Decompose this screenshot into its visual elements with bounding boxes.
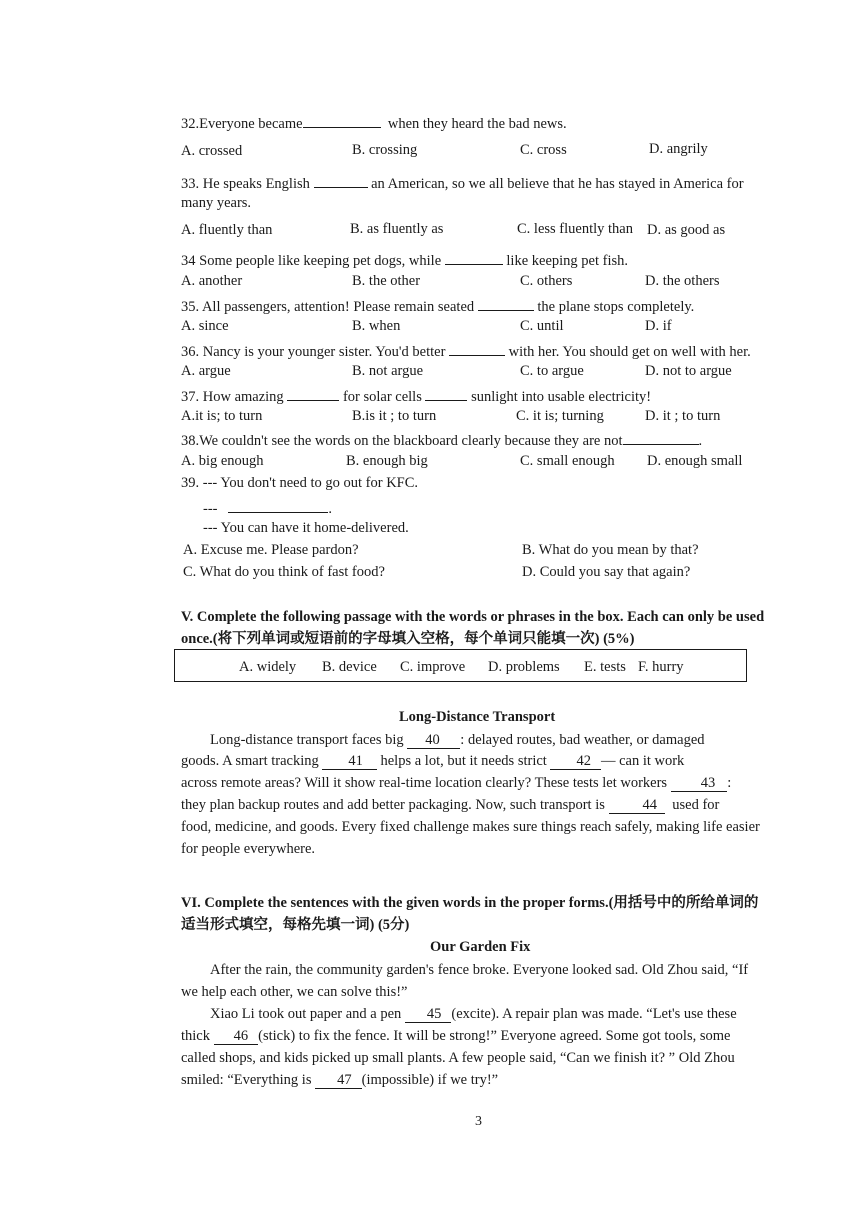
word-box-item-b: B. device (322, 659, 377, 675)
passage-text: across remote areas? Will it show real-time location clearly? These tests let workers (181, 775, 668, 791)
word-box-item-f: F. hurry (638, 659, 684, 675)
garden-line-1: After the rain, the community garden's fence broke. Everyone looked sad. Old Zhou said, “If (210, 962, 749, 978)
blank-46 (214, 1028, 259, 1045)
question-37-stem (181, 386, 651, 406)
section-6-heading-line-1: VI. Complete the sentences with the given words in the proper forms.(用括号中的所给单词的 (181, 895, 759, 911)
answer-blank (449, 341, 505, 356)
passage-text: — can it work (600, 753, 685, 769)
blank-45 (405, 1006, 452, 1023)
question-33-stem (181, 173, 744, 193)
passage-text: they plan backup routes and add better packaging. Now, such transport is (181, 797, 605, 813)
q36-stem-b: with her. You should get on well with her. (508, 344, 751, 360)
q38-option-c: C. small enough (520, 453, 615, 469)
q33-stem-b: an American, so we all believe that he has stayed in America for (371, 176, 744, 192)
section-5-heading-line-1: V. Complete the following passage with the words or phrases in the box. Each can only be used (181, 609, 765, 625)
garden-line-4 (181, 1028, 730, 1045)
garden-line-6 (181, 1072, 498, 1089)
q39-option-c: C. What do you think of fast food? (183, 564, 385, 580)
q38-option-b: B. enough big (346, 453, 428, 469)
q32-stem-b: when they heard the bad news. (387, 116, 567, 132)
q36-stem-a: 36. Nancy is your younger sister. You'd better (181, 344, 446, 360)
q39-option-a: A. Excuse me. Please pardon? (183, 542, 359, 558)
passage-text: : delayed routes, bad weather, or damaged (460, 732, 705, 748)
blank-40 (407, 732, 460, 749)
q34-option-c: C. others (520, 273, 573, 289)
blank-43 (671, 775, 728, 792)
blank-number: 42 (576, 753, 591, 769)
q37-option-d: D. it ; to turn (645, 408, 721, 424)
transport-line-1 (210, 732, 705, 749)
q35-option-b: B. when (352, 318, 401, 334)
q32-option-d: D. angrily (649, 141, 708, 157)
passage-text: (stick) to fix the fence. It will be strong!” Everyone agreed. Some got tools, some (258, 1028, 731, 1044)
q36-option-b: B. not argue (352, 363, 424, 379)
passage-text: : (727, 775, 732, 791)
blank-42 (550, 753, 601, 770)
passage-text: thick (181, 1028, 210, 1044)
q34-option-b: B. the other (352, 273, 421, 289)
q32-option-c: C. cross (520, 142, 567, 158)
q36-option-c: C. to argue (520, 363, 584, 379)
q39-dash: --- (203, 501, 218, 517)
blank-44 (609, 797, 666, 814)
question-35-stem (181, 296, 694, 316)
q37-option-a: A.it is; to turn (181, 408, 263, 424)
q33-stem-c: many years. (181, 195, 252, 211)
transport-line-6: for people everywhere. (181, 841, 316, 857)
passage-text: (excite). A repair plan was made. “Let's use these (451, 1006, 737, 1022)
q38-option-a: A. big enough (181, 453, 264, 469)
q39-option-d: D. Could you say that again? (522, 564, 691, 580)
word-box-item-d: D. problems (488, 659, 560, 675)
blank-number: 43 (700, 775, 716, 791)
q35-option-c: C. until (520, 318, 564, 334)
passage-text: Long-distance transport faces big (210, 732, 404, 748)
q37-stem-b: for solar cells (342, 389, 422, 405)
q33-option-d: D. as good as (647, 222, 726, 238)
q35-option-a: A. since (181, 318, 229, 334)
q32-option-a: A. crossed (181, 143, 243, 159)
transport-line-4 (181, 797, 719, 814)
blank-41 (322, 753, 377, 770)
passage-text: helps a lot, but it needs strict (380, 753, 547, 769)
q35-stem-b: the plane stops completely. (537, 299, 695, 315)
q37-option-c: C. it is; turning (516, 408, 604, 424)
passage-title-garden: Our Garden Fix (430, 939, 531, 955)
q35-stem-a: 35. All passengers, attention! Please remain seated (181, 299, 475, 315)
answer-blank (623, 430, 699, 445)
q38-stem-b: . (698, 433, 703, 449)
q34-stem-a: 34 Some people like keeping pet dogs, while (181, 253, 442, 269)
q36-option-d: D. not to argue (645, 363, 732, 379)
passage-text: smiled: “Everything is (181, 1072, 312, 1088)
word-box-item-a: A. widely (239, 659, 297, 675)
q35-option-d: D. if (645, 318, 672, 334)
answer-blank (303, 113, 381, 128)
q33-option-c: C. less fluently than (517, 221, 633, 237)
word-box-item-c: C. improve (400, 659, 466, 675)
section-6-heading-line-2: 适当形式填空，每格先填一词) (5分) (181, 917, 410, 933)
blank-number: 45 (426, 1006, 442, 1022)
q39-line-2 (203, 498, 332, 518)
q39-line-3: --- You can have it home-delivered. (203, 520, 409, 536)
blank-number: 46 (233, 1028, 249, 1044)
passage-text: (impossible) if we try!” (361, 1072, 499, 1088)
q32-stem-a: 32.Everyone became (181, 116, 303, 132)
q33-option-b: B. as fluently as (350, 221, 444, 237)
word-box-item-e: E. tests (584, 659, 626, 675)
q37-stem-a: 37. How amazing (181, 389, 284, 405)
answer-blank (425, 386, 467, 401)
q37-option-b: B.is it ; to turn (352, 408, 437, 424)
q38-option-d: D. enough small (647, 453, 743, 469)
garden-line-5: called shops, and kids picked up small plants. A few people said, “Can we finish it? ” Old Zhou (181, 1050, 735, 1066)
transport-line-5: food, medicine, and goods. Every fixed challenge makes sure things reach safely, making life easier (181, 819, 760, 835)
section-5-heading-line-2: once.(将下列单词或短语前的字母填入空格，每个单词只能填一次) (5%) (181, 631, 635, 647)
page-number: 3 (475, 1114, 482, 1129)
blank-number: 47 (337, 1072, 352, 1088)
passage-text: Xiao Li took out paper and a pen (210, 1006, 402, 1022)
transport-line-2 (181, 753, 684, 770)
answer-blank (478, 296, 534, 311)
garden-line-3 (210, 1006, 737, 1023)
question-38-stem (181, 430, 702, 450)
blank-number: 41 (348, 753, 363, 769)
q39-line-1: 39. --- You don't need to go out for KFC. (181, 475, 419, 491)
q33-option-a: A. fluently than (181, 222, 273, 238)
q32-option-b: B. crossing (352, 142, 418, 158)
question-34-stem (181, 250, 628, 270)
q34-stem-b: like keeping pet fish. (506, 253, 629, 269)
q39-option-b: B. What do you mean by that? (522, 542, 699, 558)
answer-blank (314, 173, 368, 188)
q37-stem-c: sunlight into usable electricity! (471, 389, 652, 405)
question-36-stem (181, 341, 751, 361)
q38-stem-a: 38.We couldn't see the words on the blackboard clearly because they are not (181, 433, 623, 449)
blank-47 (315, 1072, 362, 1089)
q39-line-2-end: . (328, 501, 332, 517)
q36-option-a: A. argue (181, 363, 231, 379)
garden-line-2: we help each other, we can solve this!” (181, 984, 408, 1000)
question-32-stem (181, 113, 567, 133)
passage-text: goods. A smart tracking (181, 753, 319, 769)
answer-blank (287, 386, 339, 401)
transport-line-3 (181, 775, 731, 792)
answer-blank (445, 250, 503, 265)
q34-option-a: A. another (181, 273, 243, 289)
blank-number: 44 (642, 797, 657, 813)
passage-title-transport: Long-Distance Transport (399, 709, 556, 725)
q34-option-d: D. the others (645, 273, 720, 289)
passage-text: used for (672, 797, 720, 813)
q33-stem-a: 33. He speaks English (181, 176, 310, 192)
answer-blank (228, 498, 328, 513)
blank-number: 40 (425, 732, 440, 748)
